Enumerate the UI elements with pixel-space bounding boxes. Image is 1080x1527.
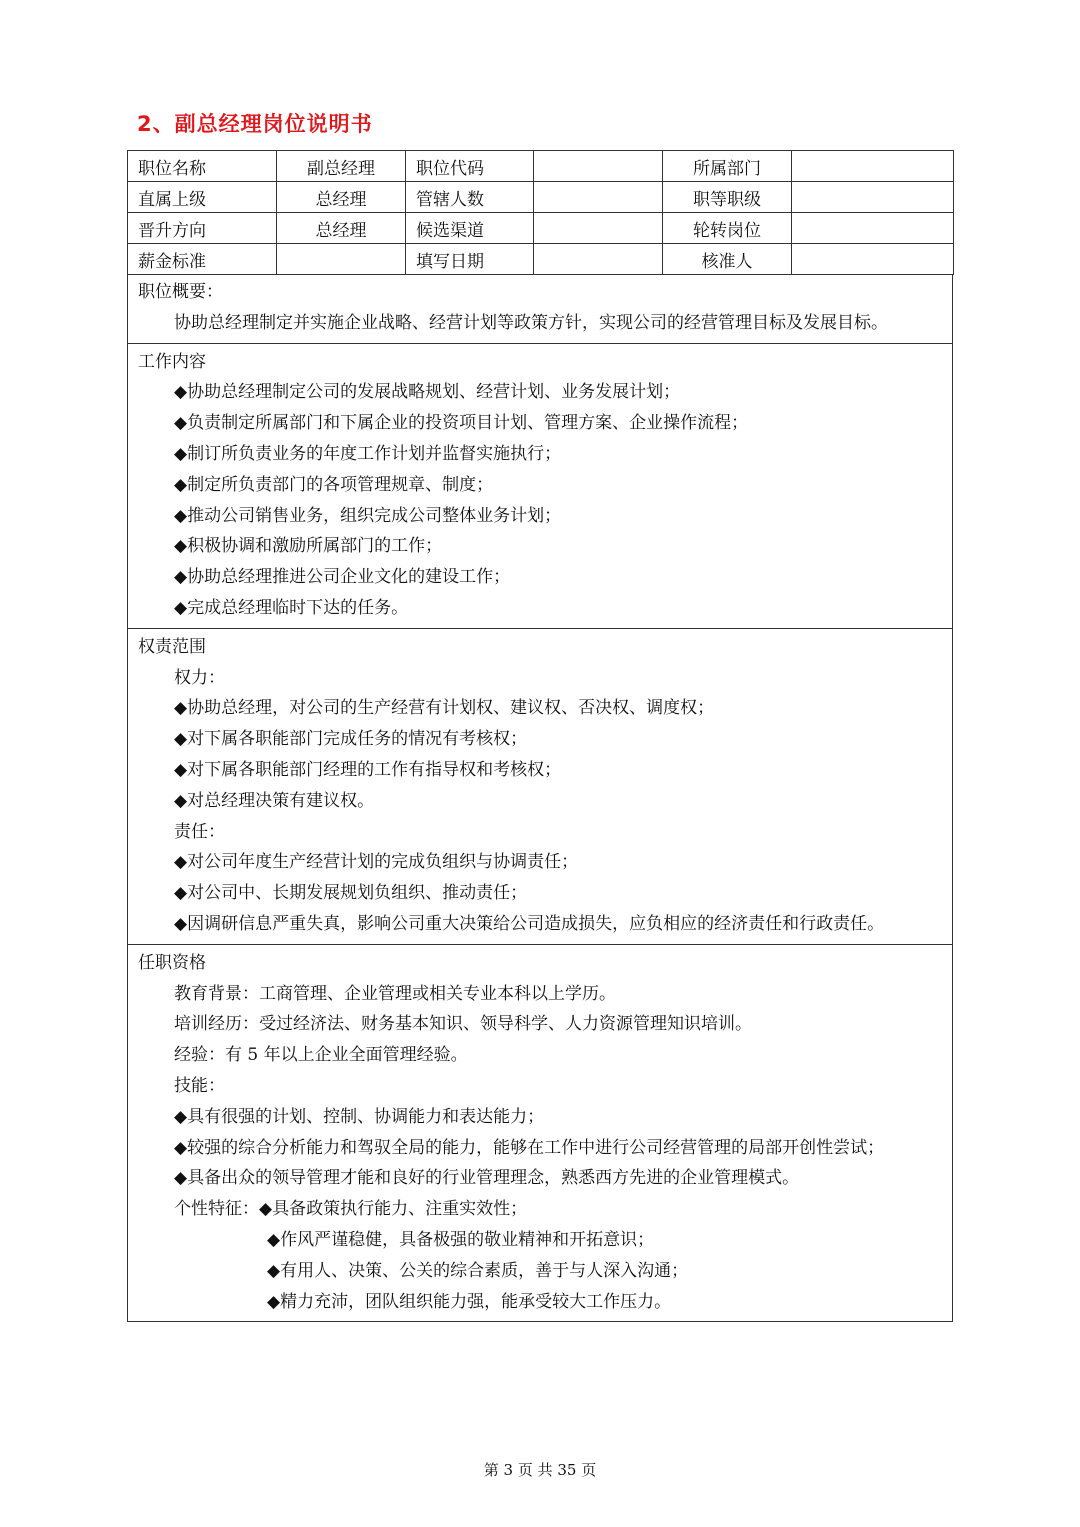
list-item: ◆较强的综合分析能力和驾驭全局的能力，能够在工作中进行公司经营管理的局部开创性尝试； <box>174 1137 885 1158</box>
table-row <box>128 182 954 213</box>
field-value: 副总经理 <box>277 151 406 182</box>
education-text: 教育背景：工商管理、企业管理或相关专业本科以上学历。 <box>174 983 616 1004</box>
section-heading: 权责范围 <box>138 636 206 657</box>
list-item: ◆作风严谨稳健，具备极强的敬业精神和开拓意识； <box>267 1229 655 1250</box>
list-item: ◆具备政策执行能力、注重实效性； <box>259 1199 528 1220</box>
list-item: ◆制订所负责业务的年度工作计划并监督实施执行； <box>174 443 562 464</box>
field-value: 总经理 <box>277 182 406 213</box>
field-label: 所属部门 <box>663 151 792 182</box>
list-item: ◆负责制定所属部门和下属企业的投资项目计划、管理方案、企业操作流程； <box>174 413 749 434</box>
table-row <box>128 151 954 182</box>
field-value <box>534 244 663 275</box>
section-heading: 工作内容 <box>138 351 206 372</box>
sub-heading: 技能： <box>174 1075 225 1096</box>
field-label: 职等职级 <box>663 182 792 213</box>
summary-text: 协助总经理制定并实施企业战略、经营计划等政策方针，实现公司的经营管理目标及发展目标。 <box>174 312 888 333</box>
list-item: ◆精力充沛，团队组织能力强，能承受较大工作压力。 <box>267 1291 672 1312</box>
description-sections <box>127 274 953 1322</box>
field-label: 直属上级 <box>128 182 277 213</box>
page-title: 2、副总经理岗位说明书 <box>137 112 373 136</box>
sub-heading: 权力： <box>174 667 225 688</box>
field-value <box>534 213 663 244</box>
authority-section <box>128 628 952 944</box>
list-item: ◆具备出众的领导管理才能和良好的行业管理理念，熟悉西方先进的企业管理模式。 <box>174 1168 800 1189</box>
experience-text: 经验：有 5 年以上企业全面管理经验。 <box>174 1045 468 1066</box>
sub-heading: 个性特征： <box>174 1199 259 1220</box>
field-label: 轮转岗位 <box>663 213 792 244</box>
field-label: 薪金标准 <box>128 244 277 275</box>
list-item: ◆对下属各职能部门完成任务的情况有考核权； <box>174 729 528 750</box>
list-item: ◆制定所负责部门的各项管理规章、制度； <box>174 474 494 495</box>
field-label: 晋升方向 <box>128 213 277 244</box>
list-item: ◆具有很强的计划、控制、协调能力和表达能力； <box>174 1106 545 1127</box>
list-item: ◆有用人、决策、公关的综合素质，善于与人深入沟通； <box>267 1260 689 1281</box>
list-item: ◆协助总经理，对公司的生产经营有计划权、建议权、否决权、调度权； <box>174 698 715 719</box>
field-label: 核准人 <box>663 244 792 275</box>
field-value <box>792 151 954 182</box>
field-label: 职位代码 <box>406 151 534 182</box>
list-item: ◆对公司年度生产经营计划的完成负组织与协调责任； <box>174 852 579 873</box>
list-item: ◆因调研信息严重失真，影响公司重大决策给公司造成损失，应负相应的经济责任和行政责任。 <box>174 913 885 934</box>
personality-row <box>138 1194 942 1225</box>
list-item: ◆协助总经理制定公司的发展战略规划、经营计划、业务发展计划； <box>174 382 681 403</box>
field-label: 候选渠道 <box>406 213 534 244</box>
field-label: 管辖人数 <box>406 182 534 213</box>
job-info-table <box>127 150 954 275</box>
field-value <box>277 244 406 275</box>
list-item: ◆推动公司销售业务，组织完成公司整体业务计划； <box>174 505 562 526</box>
sub-heading: 责任： <box>174 821 225 842</box>
field-value <box>792 182 954 213</box>
work-section <box>128 343 952 628</box>
field-label: 职位名称 <box>128 151 277 182</box>
section-heading: 任职资格 <box>138 952 206 973</box>
list-item: ◆协助总经理推进公司企业文化的建设工作； <box>174 567 511 588</box>
field-value <box>792 244 954 275</box>
field-value <box>792 213 954 244</box>
field-value <box>534 151 663 182</box>
page-number: 第 3 页 共 35 页 <box>483 1461 597 1479</box>
table-row <box>128 244 954 275</box>
section-heading: 职位概要： <box>138 282 223 302</box>
summary-section <box>128 274 952 343</box>
list-item: ◆完成总经理临时下达的任务。 <box>174 597 409 618</box>
field-label: 填写日期 <box>406 244 534 275</box>
list-item: ◆对总经理决策有建议权。 <box>174 790 375 811</box>
table-row <box>128 213 954 244</box>
field-value: 总经理 <box>277 213 406 244</box>
qualification-section <box>128 944 952 1322</box>
list-item: ◆对下属各职能部门经理的工作有指导权和考核权； <box>174 759 562 780</box>
field-value <box>534 182 663 213</box>
list-item: ◆积极协调和激励所属部门的工作； <box>174 536 443 557</box>
list-item: ◆对公司中、长期发展规划负组织、推动责任； <box>174 883 528 904</box>
training-text: 培训经历：受过经济法、财务基本知识、领导科学、人力资源管理知识培训。 <box>174 1014 752 1035</box>
